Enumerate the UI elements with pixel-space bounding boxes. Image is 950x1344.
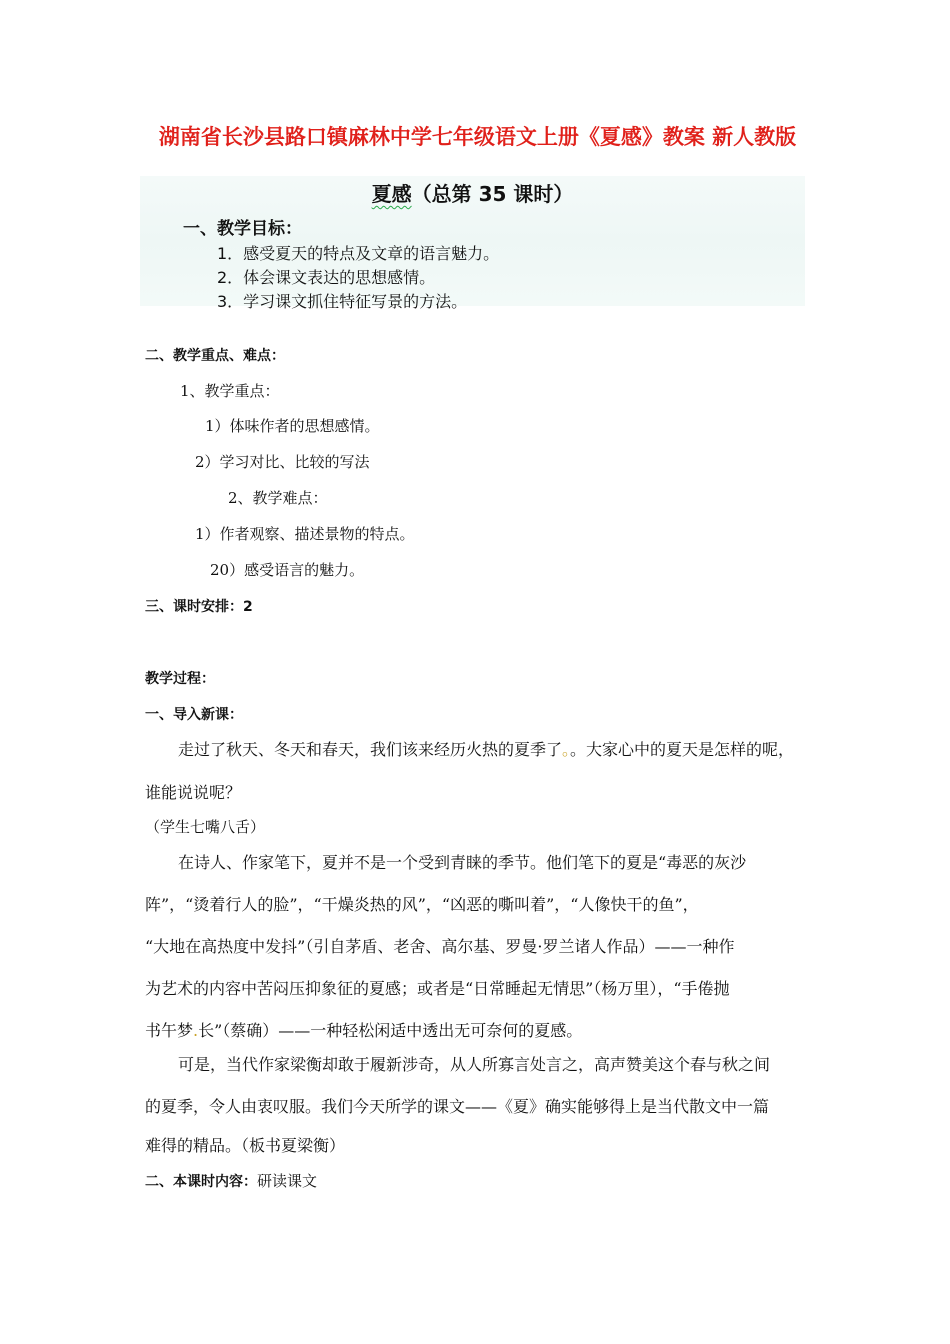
focus-item: 2）学习对比、比较的写法	[195, 453, 370, 471]
content-text: 研读课文	[257, 1172, 318, 1190]
focus-label: 1、教学重点：	[180, 382, 280, 400]
lesson-title	[140, 178, 805, 207]
process-heading: 教学过程：	[145, 671, 215, 687]
schedule-heading: 三、课时安排：2	[145, 599, 253, 615]
intro-paragraph-3-line: 难得的精品。（板书夏梁衡）	[145, 1136, 346, 1155]
intro-paragraph-2-line: 阵”，“烫着行人的脸”，“干燥炎热的风”，“凶恶的嘶叫着”，“人像快干的鱼”，	[145, 895, 699, 914]
lesson-title-rest: （总第 35 课时）	[411, 182, 574, 206]
document-title: 湖南省长沙县路口镇麻林中学七年级语文上册《夏感》教案 新人教版	[158, 125, 797, 149]
keypoints-heading: 二、教学重点、难点：	[145, 348, 285, 364]
focus-item: 1）体味作者的思想感情。	[205, 417, 380, 435]
difficulty-label: 2、教学难点：	[228, 489, 328, 507]
students-note: （学生七嘴八舌）	[145, 818, 266, 836]
objectives-heading: 一、教学目标：	[183, 219, 302, 239]
lesson-title-main: 夏感	[371, 182, 412, 206]
intro-paragraph-3: 可是，当代作家梁衡却敢于履新涉奇，从人所寡言处言之，高声赞美这个春与秋之间	[178, 1055, 771, 1074]
intro-paragraph-3-line: 的夏季，令人由衷叹服。我们今天所学的课文——《夏》确实能够得上是当代散文中一篇	[145, 1097, 770, 1116]
difficulty-item: 1）作者观察、描述景物的特点。	[195, 525, 415, 543]
intro-paragraph-2-line: 书午梦.长”（蔡确）——一种轻松闲适中透出无可奈何的夏感。	[145, 1021, 583, 1040]
content-section	[145, 1170, 317, 1191]
intro-paragraph-2-line: “大地在高热度中发抖”（引自茅盾、老舍、高尔基、罗曼·罗兰诸人作品）——一种作	[145, 937, 735, 956]
intro-paragraph-1-line2: 谁能说说呢？	[145, 783, 242, 802]
objective-item: 2．体会课文表达的思想感情。	[217, 268, 436, 287]
intro-paragraph-1: 走过了秋天、冬天和春天，我们该来经历火热的夏季了。。大家心中的夏天是怎样的呢，	[178, 740, 795, 759]
content-heading: 二、本课时内容：	[145, 1174, 257, 1190]
objective-item: 1．感受夏天的特点及文章的语言魅力。	[217, 244, 500, 263]
intro-paragraph-2-line: 为艺术的内容中苦闷压抑象征的夏感；或者是“日常睡起无情思”（杨万里），“手倦抛	[145, 979, 730, 998]
difficulty-item: 20）感受语言的魅力。	[210, 561, 365, 579]
objective-item: 3．学习课文抓住特征写景的方法。	[217, 292, 468, 311]
intro-heading: 一、导入新课：	[145, 707, 243, 723]
intro-paragraph-2: 在诗人、作家笔下，夏并不是一个受到青睐的季节。他们笔下的夏是“毒恶的灰沙	[178, 853, 747, 872]
